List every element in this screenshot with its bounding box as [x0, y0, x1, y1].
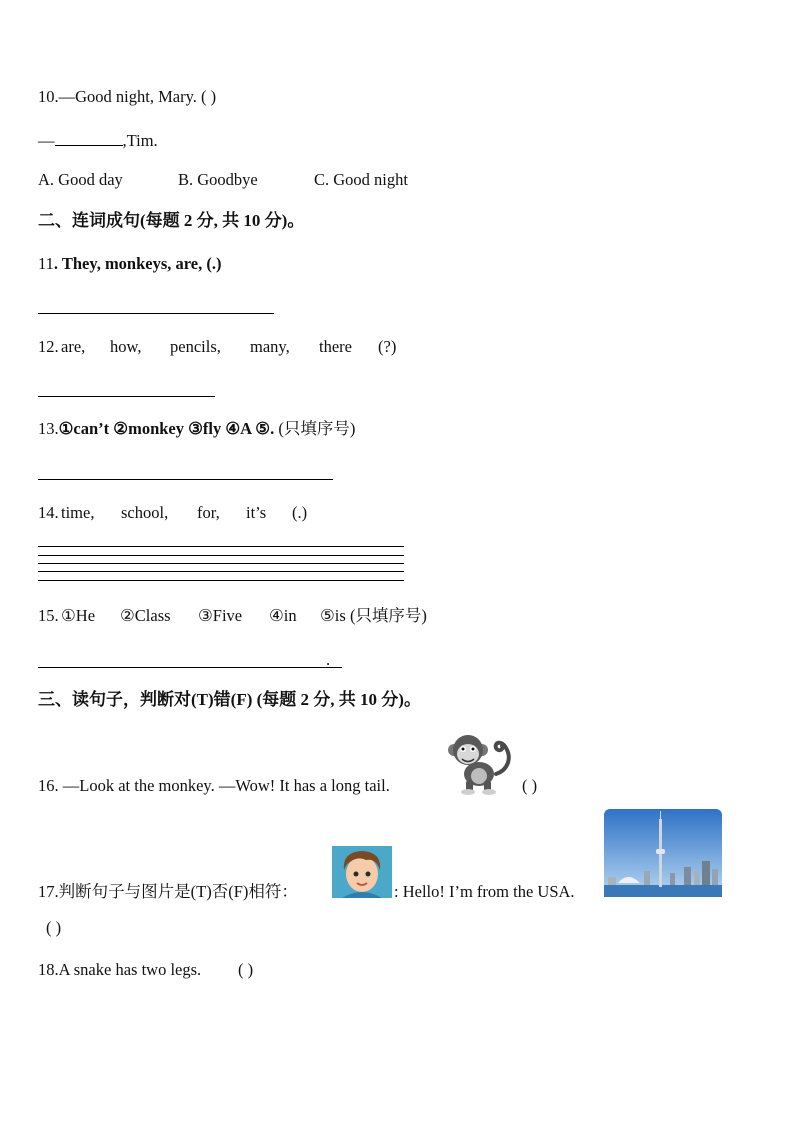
q11-words: . They, monkeys, are, (.) — [53, 254, 222, 273]
q17-after-text: : Hello! I’m from the USA. — [394, 882, 575, 901]
q14-number: 14. — [38, 503, 59, 522]
q18-text: 18.A snake has two legs. — [38, 960, 202, 979]
q18-answer-paren[interactable]: ( ) — [238, 960, 254, 979]
q15-word: ⑤is — [320, 606, 346, 625]
boy-avatar-image — [332, 846, 392, 898]
section3-title: 三、读句子，判断对(T)错(F) (每题 2 分, 共 10 分)。 — [38, 690, 421, 709]
q12-number: 12. — [38, 337, 59, 356]
q15-word: ②Class — [120, 606, 171, 625]
q16-text: 16. —Look at the monkey. —Wow! It has a long tail. — [38, 776, 390, 795]
q12-word: pencils, — [170, 337, 221, 356]
q10-reply — [38, 131, 158, 150]
q10-blank-tail: ,Tim. — [122, 131, 158, 150]
q10-dash: — — [38, 131, 55, 150]
q15-answer-line[interactable] — [38, 667, 342, 668]
q14-word: time, — [61, 503, 95, 522]
q11-prompt — [38, 256, 222, 273]
q13-prompt — [38, 421, 355, 438]
q15-word: ④in — [269, 606, 297, 625]
q12-word: there — [319, 337, 352, 356]
q12-word: (?) — [378, 337, 397, 356]
q10-prompt: 10.—Good night, Mary. ( ) — [38, 87, 217, 106]
toronto-skyline-image — [604, 809, 722, 897]
q12-word: how, — [110, 337, 142, 356]
q15-period: . — [326, 650, 331, 669]
q12-word: are, — [61, 337, 86, 356]
q11-number: 11 — [38, 254, 54, 273]
q14-answer-line[interactable] — [38, 555, 404, 556]
q15-number: 15. — [38, 606, 59, 625]
q17-answer-paren[interactable]: ( ) — [46, 918, 62, 937]
q10-blank[interactable] — [55, 131, 123, 146]
q15-word: ①He — [61, 606, 96, 625]
q14-answer-line[interactable] — [38, 571, 404, 572]
q13-answer-line[interactable] — [38, 479, 333, 480]
q14-answer-line[interactable] — [38, 546, 404, 547]
section2-title: 二、连词成句(每题 2 分, 共 10 分)。 — [38, 211, 305, 230]
q15-word: ③Five — [198, 606, 243, 625]
q14-answer-line[interactable] — [38, 563, 404, 564]
q17-text: 17.判断句子与图片是(T)否(F)相符： — [38, 882, 298, 901]
q13-note: (只填序号) — [274, 419, 356, 438]
q12-word: many, — [250, 337, 290, 356]
q12-answer-line[interactable] — [38, 396, 215, 397]
q16-answer-paren[interactable]: ( ) — [522, 776, 538, 795]
q10-option-c[interactable]: C. Good night — [314, 170, 408, 189]
q14-word: for, — [197, 503, 220, 522]
q13-number: 13. — [38, 419, 59, 438]
q13-words: ①can’t ②monkey ③fly ④A ⑤. — [58, 419, 275, 438]
q14-word: (.) — [292, 503, 308, 522]
q10-option-b[interactable]: B. Goodbye — [178, 170, 258, 189]
q11-answer-line[interactable] — [38, 313, 274, 314]
q14-answer-line[interactable] — [38, 580, 404, 581]
q15-tail — [320, 608, 427, 625]
q14-word: school, — [121, 503, 169, 522]
q14-word: it’s — [246, 503, 267, 522]
q10-option-a[interactable]: A. Good day — [38, 170, 123, 189]
q15-note: (只填序号) — [345, 606, 427, 625]
monkey-image — [446, 730, 516, 796]
